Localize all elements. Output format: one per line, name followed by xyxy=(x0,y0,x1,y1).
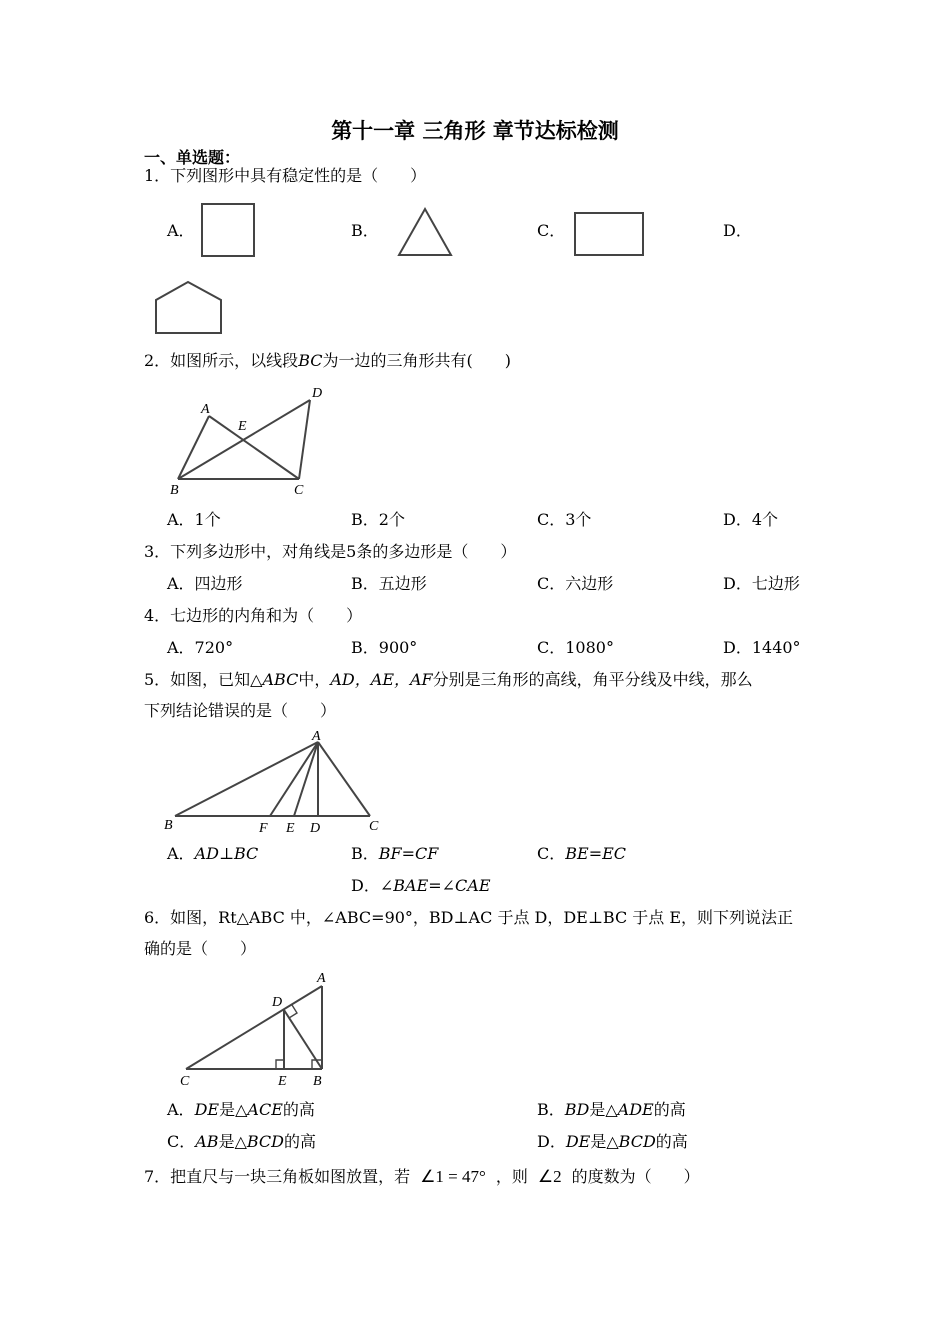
q5-label-a: A xyxy=(312,729,321,744)
q5-option-b[interactable]: B．BF=CF xyxy=(351,844,439,863)
q2-label-b: B xyxy=(170,483,179,498)
page-title: 第十一章 三角形 章节达标检测 xyxy=(331,119,619,143)
q5-label-f: F xyxy=(259,821,268,836)
q7-angle2-expr: ∠2 xyxy=(537,1167,562,1186)
question-6-stem-line2: 确的是（ ） xyxy=(144,939,257,958)
section-heading: 一、单选题： xyxy=(144,148,241,167)
q2-label-d: D xyxy=(312,386,323,401)
q6-option-d[interactable]: D．DE是△BCD的高 xyxy=(537,1132,688,1151)
q6-label-a: A xyxy=(317,971,326,986)
question-6-stem-line1: 6．如图，Rt△ABC 中，∠ABC=90°，BD⊥AC 于点 D，DE⊥BC 于点 E，则下列说法正 xyxy=(144,908,794,927)
q6-label-e: E xyxy=(278,1074,287,1089)
q2-label-e: E xyxy=(238,419,247,434)
q4-option-c[interactable]: C．1080° xyxy=(537,638,614,657)
q3-option-b[interactable]: B．五边形 xyxy=(351,574,427,593)
q1-option-a-label[interactable]: A． xyxy=(167,221,195,240)
q3-option-a[interactable]: A．四边形 xyxy=(167,574,243,593)
question-2-stem: 2．如图所示，以线段BC为一边的三角形共有( ) xyxy=(144,351,511,370)
question-1-stem: 1．下列图形中具有稳定性的是（ ） xyxy=(144,166,427,185)
question-7-stem: 7．把直尺与一块三角板如图放置，若 ∠1 = 47° ，则 ∠2 的度数为（ ） xyxy=(144,1167,700,1186)
q5-label-d: D xyxy=(310,821,321,836)
q2-label-a: A xyxy=(201,402,210,417)
q6-option-c[interactable]: C．AB是△BCD的高 xyxy=(167,1132,317,1151)
q1-option-d-label[interactable]: D． xyxy=(723,221,752,240)
q2-label-c: C xyxy=(294,483,304,498)
question-4-stem: 4．七边形的内角和为（ ） xyxy=(144,606,363,625)
q5-option-c[interactable]: C．BE=EC xyxy=(537,844,627,863)
q5-label-b: B xyxy=(164,818,173,833)
q5-option-d[interactable]: D．∠BAE=∠CAE xyxy=(351,876,491,895)
q4-option-a[interactable]: A．720° xyxy=(167,638,234,657)
q1-option-c-label[interactable]: C． xyxy=(537,221,566,240)
q6-option-b[interactable]: B．BD是△ADE的高 xyxy=(537,1100,686,1119)
q2-option-b[interactable]: B．2个 xyxy=(351,510,405,529)
question-5-stem-line1: 5．如图，已知△ABC中，AD，AE，AF分别是三角形的高线，角平分线及中线，那么 xyxy=(144,670,753,689)
q7-angle1-expr: ∠1 = 47° xyxy=(420,1167,486,1186)
q5-label-e: E xyxy=(286,821,295,836)
q3-option-c[interactable]: C．六边形 xyxy=(537,574,614,593)
q1-option-b-label[interactable]: B． xyxy=(351,221,379,240)
q3-option-d[interactable]: D．七边形 xyxy=(723,574,800,593)
q6-label-c: C xyxy=(180,1074,190,1089)
question-5-stem-line2: 下列结论错误的是（ ） xyxy=(144,701,337,720)
q2-option-d[interactable]: D．4个 xyxy=(723,510,779,529)
q5-option-a[interactable]: A．AD⊥BC xyxy=(167,844,259,863)
q6-option-a[interactable]: A．DE是△ACE的高 xyxy=(167,1100,315,1119)
q2-option-a[interactable]: A．1个 xyxy=(167,510,221,529)
q5-label-c: C xyxy=(369,819,379,834)
q6-label-d: D xyxy=(272,995,283,1010)
question-3-stem: 3．下列多边形中，对角线是5条的多边形是（ ） xyxy=(144,542,517,561)
q6-label-b: B xyxy=(313,1074,322,1089)
q4-option-d[interactable]: D．1440° xyxy=(723,638,801,657)
q2-option-c[interactable]: C．3个 xyxy=(537,510,592,529)
q4-option-b[interactable]: B．900° xyxy=(351,638,418,657)
